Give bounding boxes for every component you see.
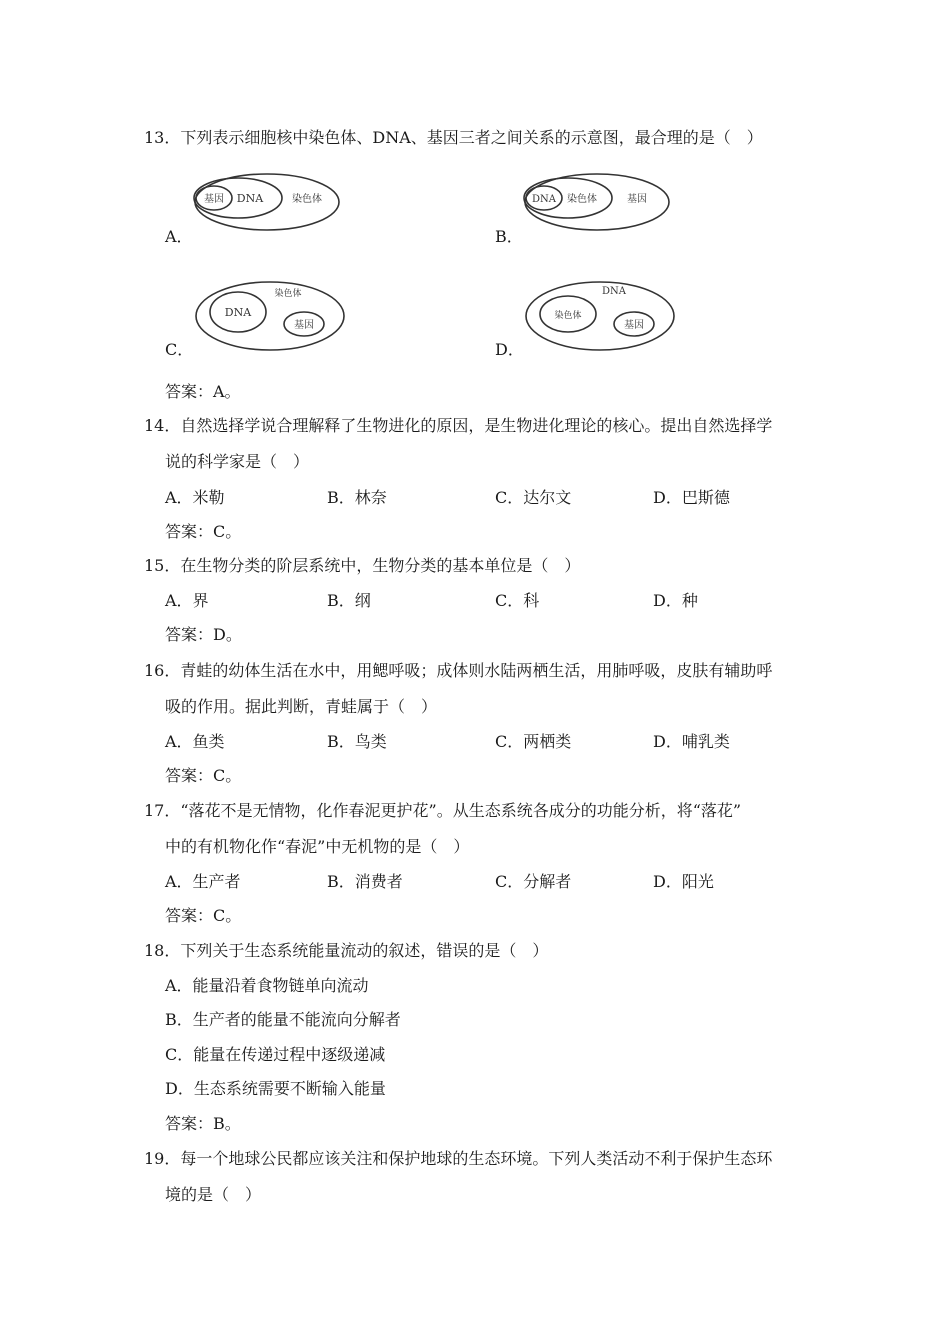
- q18-option-d: D．生态系统需要不断输入能量: [165, 1079, 386, 1098]
- fig-d-outer-label: DNA: [602, 286, 626, 297]
- q14-option-b: B．林奈: [327, 488, 387, 507]
- q13-answer: 答案：A。: [165, 382, 241, 401]
- q17-option-c: C．分解者: [495, 872, 572, 891]
- q17-option-a: A．生产者: [165, 872, 241, 891]
- q14-stem-line1: 14．自然选择学说合理解释了生物进化的原因，是生物进化理论的核心。提出自然选择学: [144, 416, 773, 435]
- q13-figure-b: [522, 170, 682, 240]
- q16-option-a: A．鱼类: [165, 732, 225, 751]
- fig-d-left-label: 染色体: [554, 311, 582, 321]
- q18-answer: 答案：B。: [165, 1114, 241, 1133]
- q14-option-a: A．米勒: [165, 488, 225, 507]
- q15-option-a: A．界: [165, 591, 209, 610]
- q14-stem-line2: 说的科学家是（ ）: [165, 452, 310, 471]
- q15-answer: 答案：D。: [165, 625, 242, 644]
- q13-stem: 13．下列表示细胞核中染色体、DNA、基因三者之间关系的示意图，最合理的是（ ）: [144, 128, 763, 147]
- fig-b-middle-label: 染色体: [567, 194, 597, 205]
- outer-ellipse: [196, 282, 344, 350]
- q17-option-d: D．阳光: [653, 872, 714, 891]
- q15-option-c: C．科: [495, 591, 540, 610]
- q18-option-c: C．能量在传递过程中逐级递减: [165, 1045, 386, 1064]
- fig-c-right-label: 基因: [294, 320, 314, 331]
- q19-stem-line2: 境的是（ ）: [165, 1185, 262, 1204]
- q13-option-b: B．: [495, 227, 523, 246]
- q16-answer: 答案：C。: [165, 766, 242, 785]
- fig-a-middle-label: DNA: [236, 192, 264, 205]
- fig-d-right-label: 基因: [624, 320, 644, 331]
- q13-option-d: D．: [495, 340, 524, 359]
- q15-stem: 15．在生物分类的阶层系统中，生物分类的基本单位是（ ）: [144, 556, 581, 575]
- fig-a-inner-label: 基因: [204, 194, 224, 205]
- q13-option-c: C．: [165, 340, 194, 359]
- fig-a-outer-label: 染色体: [292, 194, 322, 205]
- q14-option-d: D．巴斯德: [653, 488, 730, 507]
- q14-answer: 答案：C。: [165, 522, 242, 541]
- fig-b-inner-label: DNA: [532, 194, 556, 205]
- q15-option-d: D．种: [653, 591, 698, 610]
- q18-stem: 18．下列关于生态系统能量流动的叙述，错误的是（ ）: [144, 941, 549, 960]
- q16-option-b: B．鸟类: [327, 732, 387, 751]
- q16-option-c: C．两栖类: [495, 732, 572, 751]
- q16-option-d: D．哺乳类: [653, 732, 730, 751]
- outer-ellipse: [526, 282, 674, 350]
- q18-option-b: B．生产者的能量不能流向分解者: [165, 1010, 401, 1029]
- q16-stem-line2: 吸的作用。据此判断，青蛙属于（ ）: [165, 697, 438, 716]
- q13-figure-a: [192, 170, 352, 240]
- q17-stem-line1: 17．“落花不是无情物，化作春泥更护花”。从生态系统各成分的功能分析，将“落花”: [144, 801, 742, 820]
- q13-figure-c: [192, 278, 352, 360]
- fig-c-outer-label: 染色体: [274, 289, 302, 299]
- fig-c-left-label: DNA: [224, 306, 252, 319]
- q17-option-b: B．消费者: [327, 872, 403, 891]
- q13-figure-d: [522, 278, 682, 360]
- fig-b-outer-label: 基因: [627, 194, 647, 205]
- q19-stem-line1: 19．每一个地球公民都应该关注和保护地球的生态环境。下列人类活动不利于保护生态环: [144, 1149, 773, 1168]
- q17-stem-line2: 中的有机物化作“春泥”中无机物的是（ ）: [165, 837, 470, 856]
- q13-option-a: A．: [165, 227, 193, 246]
- q18-option-a: A．能量沿着食物链单向流动: [165, 976, 369, 995]
- q16-stem-line1: 16．青蛙的幼体生活在水中，用鳃呼吸；成体则水陆两栖生活，用肺呼吸，皮肤有辅助呼: [144, 661, 773, 680]
- q15-option-b: B．纲: [327, 591, 371, 610]
- q14-option-c: C．达尔文: [495, 488, 572, 507]
- q17-answer: 答案：C。: [165, 906, 242, 925]
